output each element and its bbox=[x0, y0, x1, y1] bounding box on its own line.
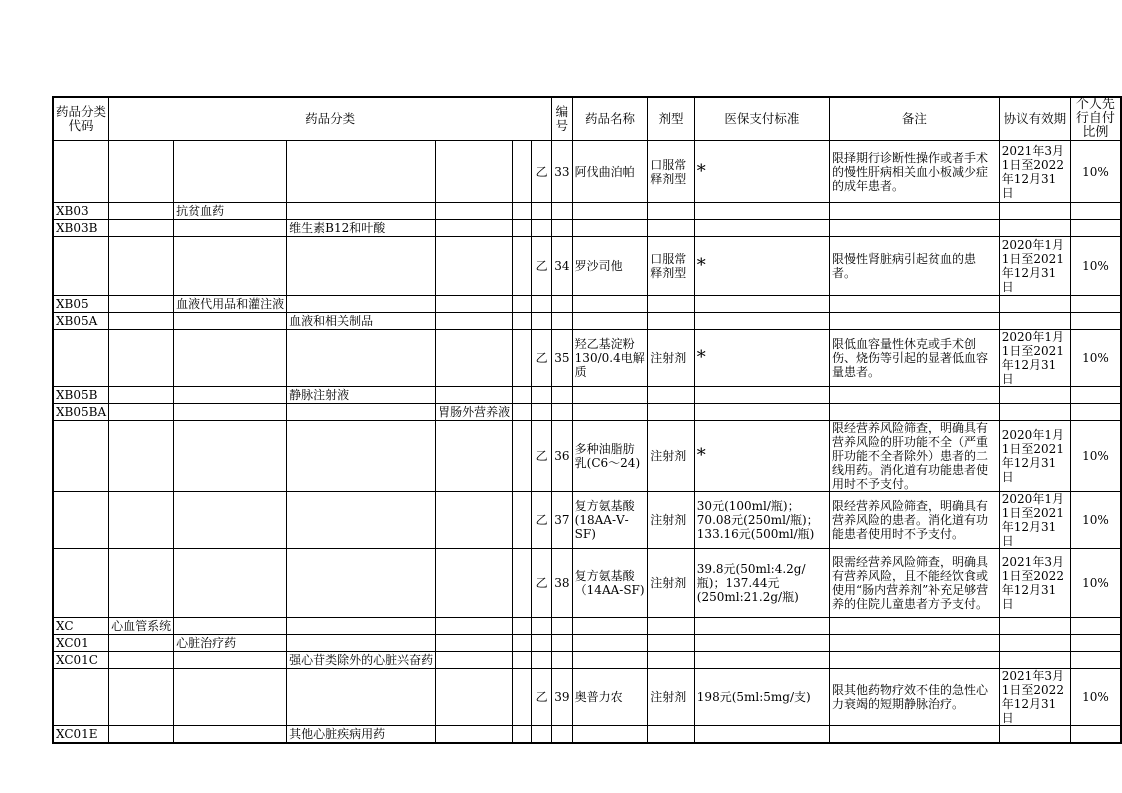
empty-cell bbox=[513, 237, 532, 296]
empty-cell bbox=[287, 237, 436, 296]
empty-cell bbox=[830, 313, 1000, 330]
empty-cell bbox=[436, 618, 513, 635]
empty-cell bbox=[513, 330, 532, 387]
empty-cell bbox=[999, 203, 1070, 220]
empty-cell bbox=[572, 652, 648, 669]
category-row bbox=[53, 313, 1121, 330]
category-label: 强心苷类除外的心脏兴奋药 bbox=[287, 652, 436, 669]
empty-cell bbox=[513, 220, 532, 237]
empty-cell bbox=[648, 618, 695, 635]
empty-cell bbox=[109, 387, 174, 404]
empty-cell bbox=[532, 726, 552, 743]
empty-cell bbox=[648, 220, 695, 237]
empty-cell bbox=[1070, 726, 1121, 743]
drug-number: 39 bbox=[552, 669, 573, 726]
empty-cell bbox=[513, 141, 532, 203]
header-note: 备注 bbox=[830, 97, 1000, 141]
empty-cell bbox=[109, 296, 174, 313]
drug-row bbox=[53, 421, 1121, 492]
drug-level: 乙 bbox=[532, 421, 552, 492]
empty-cell bbox=[999, 652, 1070, 669]
validity-period: 2020年1月1日至2021年12月31日 bbox=[999, 421, 1070, 492]
payment-standard: 30元(100ml/瓶)；70.08元(250ml/瓶)；133.16元(500ml/瓶) bbox=[694, 492, 829, 549]
category-row bbox=[53, 652, 1121, 669]
drug-level: 乙 bbox=[532, 549, 552, 618]
category-row bbox=[53, 404, 1121, 421]
empty-cell bbox=[109, 635, 174, 652]
header-code: 药品分类代码 bbox=[53, 97, 109, 141]
header-row bbox=[53, 97, 1121, 141]
drug-name: 复方氨基酸(18AA-Ⅴ-SF) bbox=[572, 492, 648, 549]
drug-form: 注射剂 bbox=[648, 669, 695, 726]
drug-form: 口服常释剂型 bbox=[648, 237, 695, 296]
empty-cell bbox=[572, 203, 648, 220]
category-row bbox=[53, 635, 1121, 652]
empty-cell bbox=[572, 296, 648, 313]
empty-cell bbox=[109, 421, 174, 492]
remark: 限低血容量性休克或手术创伤、烧伤等引起的显著低血容量患者。 bbox=[830, 330, 1000, 387]
drug-name: 多种油脂肪乳(C6～24) bbox=[572, 421, 648, 492]
remark: 限其他药物疗效不佳的急性心力衰竭的短期静脉治疗。 bbox=[830, 669, 1000, 726]
empty-cell bbox=[287, 669, 436, 726]
empty-cell bbox=[1070, 220, 1121, 237]
empty-cell bbox=[999, 635, 1070, 652]
drug-name: 阿伐曲泊帕 bbox=[572, 141, 648, 203]
empty-cell bbox=[532, 220, 552, 237]
empty-cell bbox=[174, 549, 287, 618]
empty-cell bbox=[436, 387, 513, 404]
empty-cell bbox=[174, 492, 287, 549]
empty-cell bbox=[694, 387, 829, 404]
empty-cell bbox=[999, 387, 1070, 404]
empty-cell bbox=[109, 404, 174, 421]
empty-cell bbox=[287, 203, 436, 220]
remark: 限需经营养风险筛查，明确具有营养风险，且不能经饮食或使用“肠内营养剂”补充足够营养的住院儿童患者方予支付。 bbox=[830, 549, 1000, 618]
empty-cell bbox=[532, 404, 552, 421]
empty-cell bbox=[174, 652, 287, 669]
payment-standard: * bbox=[694, 330, 829, 387]
remark: 限经营养风险筛查，明确具有营养风险的肝功能不全（严重肝功能不全者除外）患者的二线用药。消化道有功能患者使用时不予支付。 bbox=[830, 421, 1000, 492]
header-ratio: 个人先行自付比例 bbox=[1070, 97, 1121, 141]
self-pay-ratio: 10% bbox=[1070, 237, 1121, 296]
empty-cell bbox=[552, 220, 573, 237]
empty-cell bbox=[174, 313, 287, 330]
category-label: 其他心脏疾病用药 bbox=[287, 726, 436, 743]
empty-cell bbox=[552, 635, 573, 652]
category-row bbox=[53, 203, 1121, 220]
drug-row bbox=[53, 549, 1121, 618]
header-standard: 医保支付标准 bbox=[694, 97, 829, 141]
empty-cell bbox=[572, 726, 648, 743]
empty-cell bbox=[513, 387, 532, 404]
category-row bbox=[53, 220, 1121, 237]
validity-period: 2021年3月1日至2022年12月31日 bbox=[999, 669, 1070, 726]
empty-cell bbox=[287, 492, 436, 549]
empty-cell bbox=[532, 618, 552, 635]
empty-cell bbox=[436, 313, 513, 330]
empty-cell bbox=[1070, 652, 1121, 669]
empty-cell bbox=[436, 203, 513, 220]
empty-cell bbox=[999, 404, 1070, 421]
empty-cell bbox=[694, 635, 829, 652]
empty-cell bbox=[53, 669, 109, 726]
empty-cell bbox=[552, 726, 573, 743]
empty-cell bbox=[436, 652, 513, 669]
category-code: XB03B bbox=[53, 220, 109, 237]
empty-cell bbox=[999, 726, 1070, 743]
empty-cell bbox=[513, 313, 532, 330]
category-label: 维生素B12和叶酸 bbox=[287, 220, 436, 237]
empty-cell bbox=[513, 726, 532, 743]
header-classification: 药品分类 bbox=[109, 97, 552, 141]
empty-cell bbox=[109, 237, 174, 296]
category-code: XB05 bbox=[53, 296, 109, 313]
drug-name: 奥普力农 bbox=[572, 669, 648, 726]
empty-cell bbox=[174, 237, 287, 296]
empty-cell bbox=[648, 203, 695, 220]
self-pay-ratio: 10% bbox=[1070, 421, 1121, 492]
empty-cell bbox=[648, 652, 695, 669]
empty-cell bbox=[513, 492, 532, 549]
empty-cell bbox=[694, 296, 829, 313]
empty-cell bbox=[648, 387, 695, 404]
category-label: 血液和相关制品 bbox=[287, 313, 436, 330]
drug-row bbox=[53, 492, 1121, 549]
empty-cell bbox=[694, 652, 829, 669]
empty-cell bbox=[174, 726, 287, 743]
category-row bbox=[53, 387, 1121, 404]
empty-cell bbox=[436, 296, 513, 313]
empty-cell bbox=[513, 618, 532, 635]
empty-cell bbox=[532, 635, 552, 652]
empty-cell bbox=[830, 635, 1000, 652]
empty-cell bbox=[999, 618, 1070, 635]
empty-cell bbox=[1070, 618, 1121, 635]
empty-cell bbox=[830, 220, 1000, 237]
drug-number: 36 bbox=[552, 421, 573, 492]
self-pay-ratio: 10% bbox=[1070, 330, 1121, 387]
self-pay-ratio: 10% bbox=[1070, 669, 1121, 726]
category-code: XC01 bbox=[53, 635, 109, 652]
empty-cell bbox=[436, 421, 513, 492]
category-row bbox=[53, 618, 1121, 635]
remark: 限择期行诊断性操作或者手术的慢性肝病相关血小板减少症的成年患者。 bbox=[830, 141, 1000, 203]
empty-cell bbox=[532, 652, 552, 669]
empty-cell bbox=[999, 313, 1070, 330]
header-validity: 协议有效期 bbox=[999, 97, 1070, 141]
empty-cell bbox=[532, 387, 552, 404]
drug-number: 35 bbox=[552, 330, 573, 387]
empty-cell bbox=[572, 313, 648, 330]
drug-level: 乙 bbox=[532, 669, 552, 726]
category-code: XB05BA bbox=[53, 404, 109, 421]
empty-cell bbox=[287, 635, 436, 652]
drug-form: 注射剂 bbox=[648, 421, 695, 492]
payment-standard: 198元(5ml:5mg/支) bbox=[694, 669, 829, 726]
empty-cell bbox=[53, 237, 109, 296]
empty-cell bbox=[513, 421, 532, 492]
empty-cell bbox=[552, 296, 573, 313]
drug-row bbox=[53, 669, 1121, 726]
empty-cell bbox=[830, 652, 1000, 669]
empty-cell bbox=[552, 313, 573, 330]
category-code: XC01E bbox=[53, 726, 109, 743]
validity-period: 2020年1月1日至2021年12月31日 bbox=[999, 492, 1070, 549]
remark: 限经营养风险筛查，明确具有营养风险的患者。消化道有功能患者使用时不予支付。 bbox=[830, 492, 1000, 549]
empty-cell bbox=[109, 726, 174, 743]
empty-cell bbox=[513, 635, 532, 652]
empty-cell bbox=[830, 387, 1000, 404]
empty-cell bbox=[109, 330, 174, 387]
empty-cell bbox=[532, 203, 552, 220]
category-row bbox=[53, 726, 1121, 743]
category-code: XC bbox=[53, 618, 109, 635]
category-code: XC01C bbox=[53, 652, 109, 669]
empty-cell bbox=[694, 618, 829, 635]
category-code: XB03 bbox=[53, 203, 109, 220]
empty-cell bbox=[174, 387, 287, 404]
header-name: 药品名称 bbox=[572, 97, 648, 141]
category-label: 胃肠外营养液 bbox=[436, 404, 513, 421]
empty-cell bbox=[513, 652, 532, 669]
drug-row bbox=[53, 141, 1121, 203]
empty-cell bbox=[648, 404, 695, 421]
empty-cell bbox=[53, 141, 109, 203]
empty-cell bbox=[53, 330, 109, 387]
self-pay-ratio: 10% bbox=[1070, 141, 1121, 203]
empty-cell bbox=[648, 635, 695, 652]
drug-row bbox=[53, 330, 1121, 387]
drug-level: 乙 bbox=[532, 141, 552, 203]
drug-form: 注射剂 bbox=[648, 492, 695, 549]
empty-cell bbox=[174, 330, 287, 387]
category-label: 静脉注射液 bbox=[287, 387, 436, 404]
drug-row bbox=[53, 237, 1121, 296]
empty-cell bbox=[999, 220, 1070, 237]
empty-cell bbox=[436, 669, 513, 726]
category-label: 心脏治疗药 bbox=[174, 635, 287, 652]
empty-cell bbox=[532, 313, 552, 330]
payment-standard: * bbox=[694, 141, 829, 203]
drug-level: 乙 bbox=[532, 330, 552, 387]
empty-cell bbox=[1070, 387, 1121, 404]
empty-cell bbox=[436, 726, 513, 743]
empty-cell bbox=[174, 404, 287, 421]
empty-cell bbox=[648, 313, 695, 330]
validity-period: 2021年3月1日至2022年12月31日 bbox=[999, 549, 1070, 618]
payment-standard: * bbox=[694, 237, 829, 296]
empty-cell bbox=[174, 141, 287, 203]
empty-cell bbox=[830, 203, 1000, 220]
drug-list-table bbox=[52, 96, 1122, 744]
empty-cell bbox=[513, 404, 532, 421]
empty-cell bbox=[552, 404, 573, 421]
self-pay-ratio: 10% bbox=[1070, 549, 1121, 618]
empty-cell bbox=[436, 237, 513, 296]
empty-cell bbox=[694, 404, 829, 421]
empty-cell bbox=[552, 387, 573, 404]
empty-cell bbox=[109, 220, 174, 237]
empty-cell bbox=[436, 330, 513, 387]
drug-form: 注射剂 bbox=[648, 330, 695, 387]
header-form: 剂型 bbox=[648, 97, 695, 141]
empty-cell bbox=[53, 492, 109, 549]
empty-cell bbox=[648, 296, 695, 313]
empty-cell bbox=[287, 549, 436, 618]
drug-form: 口服常释剂型 bbox=[648, 141, 695, 203]
empty-cell bbox=[287, 618, 436, 635]
empty-cell bbox=[572, 635, 648, 652]
empty-cell bbox=[436, 220, 513, 237]
empty-cell bbox=[694, 220, 829, 237]
validity-period: 2021年3月1日至2022年12月31日 bbox=[999, 141, 1070, 203]
empty-cell bbox=[552, 618, 573, 635]
empty-cell bbox=[109, 549, 174, 618]
category-label: 心血管系统 bbox=[109, 618, 174, 635]
empty-cell bbox=[109, 669, 174, 726]
empty-cell bbox=[513, 669, 532, 726]
payment-standard: * bbox=[694, 421, 829, 492]
empty-cell bbox=[436, 549, 513, 618]
empty-cell bbox=[287, 141, 436, 203]
empty-cell bbox=[1070, 313, 1121, 330]
empty-cell bbox=[287, 404, 436, 421]
empty-cell bbox=[572, 387, 648, 404]
empty-cell bbox=[53, 549, 109, 618]
category-row bbox=[53, 296, 1121, 313]
drug-level: 乙 bbox=[532, 237, 552, 296]
empty-cell bbox=[109, 492, 174, 549]
empty-cell bbox=[1070, 635, 1121, 652]
empty-cell bbox=[1070, 404, 1121, 421]
empty-cell bbox=[513, 203, 532, 220]
category-code: XB05A bbox=[53, 313, 109, 330]
empty-cell bbox=[552, 652, 573, 669]
drug-number: 33 bbox=[552, 141, 573, 203]
category-code: XB05B bbox=[53, 387, 109, 404]
empty-cell bbox=[830, 618, 1000, 635]
drug-number: 34 bbox=[552, 237, 573, 296]
empty-cell bbox=[648, 726, 695, 743]
header-number: 编号 bbox=[552, 97, 573, 141]
empty-cell bbox=[830, 404, 1000, 421]
empty-cell bbox=[572, 618, 648, 635]
empty-cell bbox=[109, 313, 174, 330]
drug-form: 注射剂 bbox=[648, 549, 695, 618]
empty-cell bbox=[109, 652, 174, 669]
empty-cell bbox=[694, 203, 829, 220]
empty-cell bbox=[513, 549, 532, 618]
empty-cell bbox=[694, 726, 829, 743]
empty-cell bbox=[287, 330, 436, 387]
empty-cell bbox=[109, 141, 174, 203]
empty-cell bbox=[830, 726, 1000, 743]
empty-cell bbox=[572, 220, 648, 237]
empty-cell bbox=[53, 421, 109, 492]
drug-level: 乙 bbox=[532, 492, 552, 549]
empty-cell bbox=[174, 618, 287, 635]
empty-cell bbox=[999, 296, 1070, 313]
empty-cell bbox=[109, 203, 174, 220]
validity-period: 2020年1月1日至2021年12月31日 bbox=[999, 330, 1070, 387]
drug-name: 羟乙基淀粉130/0.4电解质 bbox=[572, 330, 648, 387]
drug-name: 罗沙司他 bbox=[572, 237, 648, 296]
empty-cell bbox=[174, 669, 287, 726]
payment-standard: 39.8元(50ml:4.2g/瓶)；137.44元(250ml:21.2g/瓶) bbox=[694, 549, 829, 618]
empty-cell bbox=[287, 421, 436, 492]
empty-cell bbox=[572, 404, 648, 421]
drug-number: 37 bbox=[552, 492, 573, 549]
validity-period: 2020年1月1日至2021年12月31日 bbox=[999, 237, 1070, 296]
category-label: 血液代用品和灌注液 bbox=[174, 296, 287, 313]
empty-cell bbox=[174, 220, 287, 237]
category-label: 抗贫血药 bbox=[174, 203, 287, 220]
empty-cell bbox=[513, 296, 532, 313]
empty-cell bbox=[287, 296, 436, 313]
empty-cell bbox=[174, 421, 287, 492]
empty-cell bbox=[532, 296, 552, 313]
empty-cell bbox=[830, 296, 1000, 313]
empty-cell bbox=[436, 141, 513, 203]
empty-cell bbox=[436, 635, 513, 652]
drug-name: 复方氨基酸（14AA-SF) bbox=[572, 549, 648, 618]
empty-cell bbox=[1070, 296, 1121, 313]
remark: 限慢性肾脏病引起贫血的患者。 bbox=[830, 237, 1000, 296]
empty-cell bbox=[1070, 203, 1121, 220]
self-pay-ratio: 10% bbox=[1070, 492, 1121, 549]
empty-cell bbox=[694, 313, 829, 330]
empty-cell bbox=[552, 203, 573, 220]
drug-number: 38 bbox=[552, 549, 573, 618]
empty-cell bbox=[436, 492, 513, 549]
